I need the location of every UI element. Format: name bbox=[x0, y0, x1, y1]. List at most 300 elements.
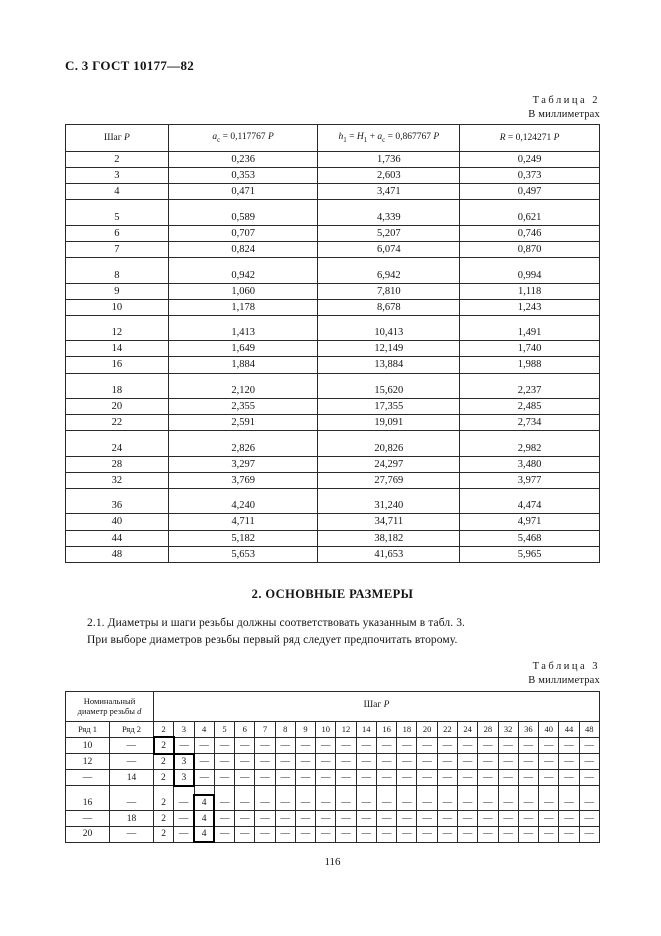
table2-cell: 7,810 bbox=[318, 283, 460, 299]
H-variable: H bbox=[356, 132, 364, 143]
table3-pitch-col-header: 32 bbox=[498, 721, 518, 737]
table3-pitch-cell: — bbox=[437, 737, 457, 753]
table2-cell: 7 bbox=[66, 242, 169, 258]
table2-row bbox=[66, 456, 600, 472]
table3-ryad2-cell: — bbox=[110, 754, 154, 770]
table3-pitch-cell: — bbox=[539, 811, 559, 826]
table3-pitch-cell: — bbox=[275, 754, 295, 770]
table3-pitch-cell: — bbox=[498, 826, 518, 842]
table2-row bbox=[66, 226, 600, 242]
table3-pitch-cell: — bbox=[295, 754, 315, 770]
table2-cell: 0,373 bbox=[460, 168, 600, 184]
section-title: 2. ОСНОВНЫЕ РАЗМЕРЫ bbox=[251, 586, 414, 601]
group-spacer-cell bbox=[318, 315, 460, 325]
table3-pitch-cell: — bbox=[478, 811, 498, 826]
table2-cell: 1,884 bbox=[168, 357, 318, 373]
table3-pitch-cell: — bbox=[458, 754, 478, 770]
table3-row bbox=[66, 754, 600, 770]
table3-pitch-col-header: 5 bbox=[214, 721, 234, 737]
table2-row bbox=[66, 514, 600, 530]
table2-cell: 17,355 bbox=[318, 399, 460, 415]
diameter-label-line1: Номинальный bbox=[83, 695, 136, 706]
equals-sign: = bbox=[349, 132, 355, 143]
table3-ryad1-cell: — bbox=[66, 811, 110, 826]
table3-pitch-col-header: 16 bbox=[376, 721, 396, 737]
table2-cell: 40 bbox=[66, 514, 169, 530]
table3-pitch-cell: — bbox=[559, 737, 579, 753]
table3-pitch-col-header: 12 bbox=[336, 721, 356, 737]
table2-cell: 32 bbox=[66, 472, 169, 488]
group-spacer-cell bbox=[539, 786, 559, 795]
table3-pitch-cell: — bbox=[437, 826, 457, 842]
table2-row bbox=[66, 283, 600, 299]
table2-cell: 41,653 bbox=[318, 546, 460, 562]
table3-pitch-cell: 3 bbox=[174, 770, 194, 786]
table3-pitch-col-header: 48 bbox=[579, 721, 599, 737]
table3-pitch-cell: — bbox=[458, 811, 478, 826]
group-spacer-cell bbox=[397, 786, 417, 795]
table2-col-r bbox=[460, 125, 600, 152]
table3-pitch-cell: — bbox=[518, 826, 538, 842]
table3-pitch-cell: — bbox=[579, 737, 599, 753]
p-variable: P bbox=[268, 132, 274, 143]
table3-pitch-cell: 2 bbox=[154, 826, 174, 842]
table2-row bbox=[66, 341, 600, 357]
table3-pitch-cell: — bbox=[214, 737, 234, 753]
table3-pitch-cell: — bbox=[275, 826, 295, 842]
table3-pitch-cell: — bbox=[518, 737, 538, 753]
table3-header-row bbox=[66, 691, 600, 721]
table3-pitch-col-header: 22 bbox=[437, 721, 457, 737]
table3-pitch-cell: — bbox=[316, 754, 336, 770]
table3-pitch-cell: — bbox=[417, 795, 437, 811]
group-spacer-cell bbox=[356, 786, 376, 795]
group-spacer-cell bbox=[66, 315, 169, 325]
group-spacer-cell bbox=[316, 786, 336, 795]
table3-pitch-cell: — bbox=[579, 826, 599, 842]
table3-pitch-header bbox=[154, 691, 600, 721]
table3-pitch-cell: — bbox=[316, 826, 336, 842]
group-spacer-cell bbox=[154, 786, 174, 795]
group-spacer-cell bbox=[275, 786, 295, 795]
table3-pitch-cell: — bbox=[579, 754, 599, 770]
group-spacer-cell bbox=[168, 488, 318, 498]
table2-row bbox=[66, 168, 600, 184]
table3-row bbox=[66, 737, 600, 753]
table2-cell: 3,471 bbox=[318, 184, 460, 200]
table3-pitch-cell: — bbox=[458, 770, 478, 786]
group-spacer-cell bbox=[460, 258, 600, 268]
group-spacer-cell bbox=[174, 786, 194, 795]
table2-cell: 6,942 bbox=[318, 268, 460, 284]
table3-pitch-cell: — bbox=[235, 795, 255, 811]
table3-pitch-cell: — bbox=[518, 795, 538, 811]
table3-pitch-cell: — bbox=[336, 754, 356, 770]
table3-caption-block bbox=[65, 660, 600, 687]
table3-pitch-cell: — bbox=[579, 770, 599, 786]
table2-cell: 5,468 bbox=[460, 530, 600, 546]
table3-pitch-cell: — bbox=[336, 826, 356, 842]
table2-cell: 3 bbox=[66, 168, 169, 184]
table3-pitch-cell: — bbox=[194, 770, 214, 786]
table2-cell: 0,589 bbox=[168, 210, 318, 226]
group-spacer-cell bbox=[318, 373, 460, 383]
table2-cell: 2,355 bbox=[168, 399, 318, 415]
table3-pitch-cell: 4 bbox=[194, 811, 214, 826]
table3-ryad2-cell: — bbox=[110, 795, 154, 811]
table2-cell: 3,769 bbox=[168, 472, 318, 488]
table2-row bbox=[66, 441, 600, 457]
table2-cell: 9 bbox=[66, 283, 169, 299]
table2-row bbox=[66, 399, 600, 415]
table2-cell: 4,474 bbox=[460, 498, 600, 514]
table3-pitch-cell: 2 bbox=[154, 770, 174, 786]
table2-cell: 0,621 bbox=[460, 210, 600, 226]
table3-pitch-col-header: 2 bbox=[154, 721, 174, 737]
table3-pitch-cell: — bbox=[417, 811, 437, 826]
table3-pitch-cell: — bbox=[498, 770, 518, 786]
table3-ryad2-cell: 18 bbox=[110, 811, 154, 826]
plus-sign: + bbox=[369, 132, 375, 143]
table2-cell: 18 bbox=[66, 383, 169, 399]
table2-cell: 2,237 bbox=[460, 383, 600, 399]
table3-pitch-cell: — bbox=[235, 811, 255, 826]
table3-pitch-cell: — bbox=[397, 770, 417, 786]
table2-col-step bbox=[66, 125, 169, 152]
table3-pitch-cell: 4 bbox=[194, 795, 214, 811]
table3 bbox=[65, 691, 600, 844]
table2-cell: 6 bbox=[66, 226, 169, 242]
table3-pitch-cell: — bbox=[214, 754, 234, 770]
table2-cell: 20,826 bbox=[318, 441, 460, 457]
table3-pitch-cell: — bbox=[417, 754, 437, 770]
group-spacer-cell bbox=[336, 786, 356, 795]
table3-pitch-col-header: 14 bbox=[356, 721, 376, 737]
table3-pitch-cell: — bbox=[295, 795, 315, 811]
group-spacer-cell bbox=[194, 786, 214, 795]
table3-pitch-cell: — bbox=[478, 754, 498, 770]
table3-pitch-cell: — bbox=[255, 770, 275, 786]
table3-pitch-cell: — bbox=[275, 795, 295, 811]
table3-ryad1-cell: 20 bbox=[66, 826, 110, 842]
table2-row bbox=[66, 472, 600, 488]
paragraph-2-1 bbox=[65, 615, 600, 651]
table2-group-spacer bbox=[66, 373, 600, 383]
table3-pitch-cell: — bbox=[417, 737, 437, 753]
table3-pitch-cell: — bbox=[498, 811, 518, 826]
table2-cell: 2,603 bbox=[318, 168, 460, 184]
table3-pitch-cell: — bbox=[275, 737, 295, 753]
table3-subheader-row bbox=[66, 721, 600, 737]
table3-pitch-col-header: 7 bbox=[255, 721, 275, 737]
table2-cell: 5,207 bbox=[318, 226, 460, 242]
table3-pitch-cell: — bbox=[255, 811, 275, 826]
group-spacer-cell bbox=[235, 786, 255, 795]
table3-pitch-cell: — bbox=[295, 811, 315, 826]
table3-pitch-cell: — bbox=[336, 795, 356, 811]
table3-pitch-cell: — bbox=[397, 737, 417, 753]
table2-col-h1 bbox=[318, 125, 460, 152]
table2 bbox=[65, 124, 600, 562]
table2-cell: 4 bbox=[66, 184, 169, 200]
table3-pitch-col-header: 10 bbox=[316, 721, 336, 737]
table3-pitch-cell: — bbox=[376, 770, 396, 786]
table3-caption: Таблица 3 bbox=[532, 661, 600, 673]
table3-pitch-cell: — bbox=[539, 754, 559, 770]
group-spacer-cell bbox=[66, 200, 169, 210]
table2-cell: 38,182 bbox=[318, 530, 460, 546]
table2-cell: 44 bbox=[66, 530, 169, 546]
table2-cell: 34,711 bbox=[318, 514, 460, 530]
group-spacer-cell bbox=[168, 258, 318, 268]
table3-pitch-cell: — bbox=[316, 737, 336, 753]
table3-pitch-cell: — bbox=[235, 754, 255, 770]
table2-cell: 1,988 bbox=[460, 357, 600, 373]
p-variable: P bbox=[433, 132, 440, 143]
table3-pitch-cell: — bbox=[235, 737, 255, 753]
table2-cell: 2,982 bbox=[460, 441, 600, 457]
table3-row bbox=[66, 795, 600, 811]
group-spacer-cell bbox=[460, 488, 600, 498]
table2-cell: 8,678 bbox=[318, 299, 460, 315]
table3-pitch-cell: — bbox=[356, 754, 376, 770]
table2-cell: 1,491 bbox=[460, 325, 600, 341]
table3-pitch-cell: — bbox=[397, 811, 417, 826]
table2-cell: 1,413 bbox=[168, 325, 318, 341]
table3-pitch-cell: 2 bbox=[154, 737, 174, 753]
table3-pitch-cell: — bbox=[539, 737, 559, 753]
table3-pitch-cell: 2 bbox=[154, 811, 174, 826]
table2-cell: 1,736 bbox=[318, 152, 460, 168]
paragraph-line-1: 2.1. Диаметры и шаги резьбы должны соответствовать указанным в табл. 3. bbox=[87, 616, 466, 629]
table2-cell: 14 bbox=[66, 341, 169, 357]
table3-pitch-cell: — bbox=[478, 826, 498, 842]
table2-header-row bbox=[66, 125, 600, 152]
group-spacer-cell bbox=[168, 431, 318, 441]
table3-pitch-cell: — bbox=[559, 811, 579, 826]
table3-pitch-cell: — bbox=[336, 811, 356, 826]
table2-group-spacer bbox=[66, 200, 600, 210]
table3-pitch-cell: — bbox=[376, 795, 396, 811]
table2-cell: 1,060 bbox=[168, 283, 318, 299]
table3-pitch-cell: 3 bbox=[174, 754, 194, 770]
table2-cell: 22 bbox=[66, 415, 169, 431]
table3-pitch-col-header: 6 bbox=[235, 721, 255, 737]
table3-pitch-cell: 2 bbox=[154, 795, 174, 811]
d-variable: d bbox=[137, 706, 142, 717]
table3-pitch-cell: — bbox=[478, 737, 498, 753]
table3-pitch-cell: — bbox=[316, 795, 336, 811]
table3-ryad1-cell: 16 bbox=[66, 795, 110, 811]
group-spacer-cell bbox=[376, 786, 396, 795]
table3-pitch-col-header: 40 bbox=[539, 721, 559, 737]
group-spacer-cell bbox=[66, 373, 169, 383]
table2-cell: 0,707 bbox=[168, 226, 318, 242]
table2-row bbox=[66, 530, 600, 546]
table2-units: В миллиметрах bbox=[528, 108, 600, 120]
table3-ryad1-cell: 12 bbox=[66, 754, 110, 770]
table3-pitch-cell: — bbox=[376, 826, 396, 842]
table3-pitch-cell: — bbox=[478, 795, 498, 811]
table3-col-ryad1: Ряд 1 bbox=[66, 721, 110, 737]
table2-cell: 19,091 bbox=[318, 415, 460, 431]
table3-pitch-cell: — bbox=[437, 754, 457, 770]
table3-pitch-cell: — bbox=[214, 811, 234, 826]
group-spacer-cell bbox=[318, 258, 460, 268]
group-spacer-cell bbox=[66, 431, 169, 441]
table3-pitch-cell: — bbox=[478, 770, 498, 786]
h1-formula: = 0,867767 bbox=[387, 132, 431, 143]
table2-cell: 0,471 bbox=[168, 184, 318, 200]
table2-cell: 2,485 bbox=[460, 399, 600, 415]
a-variable: a bbox=[212, 132, 218, 143]
table3-pitch-cell: — bbox=[336, 770, 356, 786]
table2-cell: 36 bbox=[66, 498, 169, 514]
table2-cell: 24,297 bbox=[318, 456, 460, 472]
group-spacer-cell bbox=[168, 200, 318, 210]
table2-cell: 1,740 bbox=[460, 341, 600, 357]
group-spacer-cell bbox=[168, 373, 318, 383]
table3-row bbox=[66, 770, 600, 786]
group-spacer-cell bbox=[458, 786, 478, 795]
table2-cell: 2 bbox=[66, 152, 169, 168]
table3-pitch-cell: — bbox=[356, 826, 376, 842]
table3-pitch-cell: — bbox=[356, 795, 376, 811]
table2-cell: 3,297 bbox=[168, 456, 318, 472]
page-number: 116 bbox=[324, 856, 341, 869]
table3-pitch-cell: — bbox=[275, 811, 295, 826]
table3-pitch-cell: — bbox=[356, 737, 376, 753]
group-spacer-cell bbox=[460, 315, 600, 325]
p-variable: P bbox=[124, 133, 130, 144]
table3-pitch-cell: — bbox=[498, 795, 518, 811]
diameter-label-line2: диаметр резьбы bbox=[77, 706, 136, 717]
table3-pitch-cell: — bbox=[417, 770, 437, 786]
a-subscript: с bbox=[217, 136, 221, 145]
group-spacer-cell bbox=[460, 200, 600, 210]
table3-pitch-cell: — bbox=[316, 770, 336, 786]
table3-pitch-cell: — bbox=[539, 826, 559, 842]
R-variable: R bbox=[499, 133, 506, 144]
table3-pitch-cell: — bbox=[518, 754, 538, 770]
table3-pitch-cell: — bbox=[174, 795, 194, 811]
table2-cell: 5,653 bbox=[168, 546, 318, 562]
table2-cell: 28 bbox=[66, 456, 169, 472]
table2-cell: 0,994 bbox=[460, 268, 600, 284]
table2-cell: 1,178 bbox=[168, 299, 318, 315]
group-spacer-cell bbox=[318, 200, 460, 210]
table3-ryad2-cell: — bbox=[110, 737, 154, 753]
group-spacer-cell bbox=[255, 786, 275, 795]
group-spacer-cell bbox=[110, 786, 154, 795]
group-spacer-cell bbox=[295, 786, 315, 795]
table2-cell: 5 bbox=[66, 210, 169, 226]
table3-pitch-cell: — bbox=[458, 795, 478, 811]
table3-pitch-cell: — bbox=[498, 754, 518, 770]
table3-pitch-col-header: 36 bbox=[518, 721, 538, 737]
p-variable: P bbox=[383, 700, 390, 711]
group-spacer-cell bbox=[559, 786, 579, 795]
table2-cell: 0,824 bbox=[168, 242, 318, 258]
table2-row bbox=[66, 383, 600, 399]
group-spacer-cell bbox=[168, 315, 318, 325]
table2-row bbox=[66, 242, 600, 258]
table2-cell: 1,243 bbox=[460, 299, 600, 315]
table2-cell: 24 bbox=[66, 441, 169, 457]
step-label: Шаг bbox=[103, 133, 122, 144]
table2-cell: 3,480 bbox=[460, 456, 600, 472]
table3-ryad2-cell: 14 bbox=[110, 770, 154, 786]
table3-ryad1-cell: — bbox=[66, 770, 110, 786]
table3-pitch-cell: — bbox=[417, 826, 437, 842]
table2-row bbox=[66, 546, 600, 562]
table2-cell: 4,711 bbox=[168, 514, 318, 530]
table3-pitch-cell: — bbox=[255, 737, 275, 753]
table3-pitch-cell: — bbox=[174, 826, 194, 842]
table3-pitch-col-header: 20 bbox=[417, 721, 437, 737]
table2-row bbox=[66, 184, 600, 200]
table3-pitch-cell: — bbox=[518, 770, 538, 786]
table3-pitch-cell: 2 bbox=[154, 754, 174, 770]
table2-group-spacer bbox=[66, 258, 600, 268]
table2-caption-block bbox=[65, 94, 600, 121]
table2-cell: 48 bbox=[66, 546, 169, 562]
table2-group-spacer bbox=[66, 315, 600, 325]
table2-cell: 0,249 bbox=[460, 152, 600, 168]
group-spacer-cell bbox=[437, 786, 457, 795]
table3-pitch-cell: — bbox=[255, 754, 275, 770]
group-spacer-cell bbox=[318, 488, 460, 498]
group-spacer-cell bbox=[66, 786, 110, 795]
table2-row bbox=[66, 498, 600, 514]
table2-cell: 20 bbox=[66, 399, 169, 415]
table3-pitch-cell: — bbox=[539, 795, 559, 811]
table3-pitch-cell: — bbox=[295, 826, 315, 842]
table2-cell: 13,884 bbox=[318, 357, 460, 373]
table3-pitch-cell: — bbox=[579, 811, 599, 826]
table3-pitch-cell: — bbox=[579, 795, 599, 811]
table3-pitch-cell: — bbox=[397, 795, 417, 811]
group-spacer-cell bbox=[66, 258, 169, 268]
table3-pitch-cell: — bbox=[255, 826, 275, 842]
table3-pitch-cell: — bbox=[559, 826, 579, 842]
table2-cell: 5,965 bbox=[460, 546, 600, 562]
table2-cell: 15,620 bbox=[318, 383, 460, 399]
table3-pitch-cell: — bbox=[559, 754, 579, 770]
group-spacer-cell bbox=[478, 786, 498, 795]
H-subscript: 1 bbox=[363, 136, 368, 145]
table2-caption: Таблица 2 bbox=[532, 95, 600, 106]
table2-cell: 0,497 bbox=[460, 184, 600, 200]
table2-row bbox=[66, 268, 600, 284]
table2-cell: 10 bbox=[66, 299, 169, 315]
table3-pitch-cell: — bbox=[437, 811, 457, 826]
table2-cell: 2,591 bbox=[168, 415, 318, 431]
table2-cell: 8 bbox=[66, 268, 169, 284]
h-subscript: 1 bbox=[343, 136, 347, 145]
document-header: С. 3 ГОСТ 10177—82 bbox=[65, 58, 195, 73]
table2-cell: 4,971 bbox=[460, 514, 600, 530]
pitch-label: Шаг bbox=[363, 700, 382, 711]
table3-pitch-cell: — bbox=[194, 737, 214, 753]
table2-group-spacer bbox=[66, 488, 600, 498]
table2-body bbox=[66, 152, 600, 562]
table2-row bbox=[66, 210, 600, 226]
table2-row bbox=[66, 152, 600, 168]
table2-row bbox=[66, 299, 600, 315]
table3-pitch-cell: — bbox=[539, 770, 559, 786]
table3-col-ryad2: Ряд 2 bbox=[110, 721, 154, 737]
